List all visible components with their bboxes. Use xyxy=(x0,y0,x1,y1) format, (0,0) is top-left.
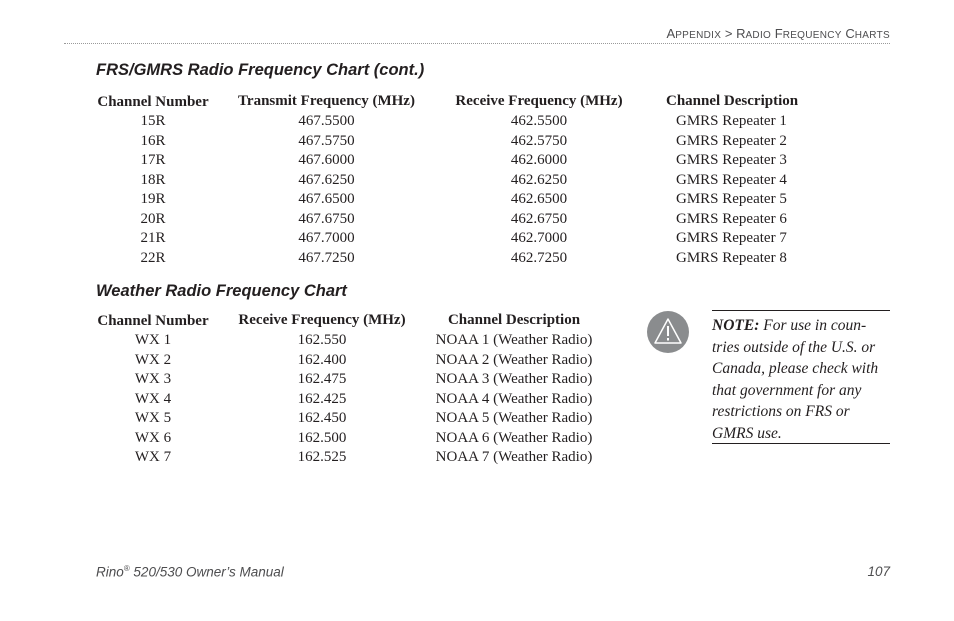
table-cell: GMRS Repeater 4 xyxy=(676,171,787,188)
table-cell: WX 6 xyxy=(134,429,172,446)
table-row xyxy=(92,390,598,410)
note-label: NOTE: xyxy=(712,317,760,334)
header-chapter-rest-1: ADIO xyxy=(745,30,772,41)
table-row xyxy=(92,132,874,152)
table-cell: GMRS Repeater 3 xyxy=(676,152,787,168)
frs-frequency-table xyxy=(92,91,874,268)
table-row xyxy=(92,448,598,468)
table-cell: 22R xyxy=(140,249,166,266)
table-cell: 462.6750 xyxy=(510,210,568,227)
table-cell: 162.450 xyxy=(297,410,347,426)
header-chapter-rest-2: REQUENCY xyxy=(782,30,842,41)
table-cell: 467.7000 xyxy=(298,230,355,246)
note-callout xyxy=(712,310,890,444)
table-cell: 162.550 xyxy=(297,332,347,348)
table-cell: 467.6000 xyxy=(298,152,355,168)
table-cell: 462.6500 xyxy=(510,191,568,207)
table-cell: 462.7000 xyxy=(510,230,568,246)
footer-manual-title xyxy=(96,564,284,580)
column-header: Channel Description xyxy=(666,93,799,109)
table-cell: NOAA 5 (Weather Radio) xyxy=(435,410,593,426)
table-cell: 467.6500 xyxy=(298,191,355,207)
column-header: Channel Number xyxy=(97,313,209,329)
table-cell: WX 5 xyxy=(134,410,172,426)
footer-registered-mark: ® xyxy=(123,564,130,573)
header-section-initial: A xyxy=(666,26,676,41)
table-cell: WX 2 xyxy=(134,351,172,368)
note-body: For use in coun- tries outside of the U.S. or Canada, please check with that government for any restrictions on FRS or GMRS use. xyxy=(712,317,879,442)
frs-table-body xyxy=(92,112,874,268)
weather-frequency-table xyxy=(92,310,598,468)
table-cell: NOAA 3 (Weather Radio) xyxy=(435,371,593,387)
table-cell: 18R xyxy=(140,171,166,188)
page-number: 107 xyxy=(867,564,890,579)
table-row xyxy=(92,171,874,191)
table-cell: 20R xyxy=(140,210,166,227)
header-chapter-initial-1: R xyxy=(736,26,746,41)
table-row xyxy=(92,409,598,429)
table-cell: WX 4 xyxy=(134,390,172,407)
note-text xyxy=(712,315,890,444)
table-cell: 162.475 xyxy=(297,371,347,387)
table-row xyxy=(92,249,874,269)
table-cell: 15R xyxy=(140,113,166,129)
table-cell: 162.425 xyxy=(297,390,347,407)
table-row xyxy=(92,351,598,371)
table-cell: NOAA 1 (Weather Radio) xyxy=(435,332,593,348)
column-header: Channel Description xyxy=(447,312,581,328)
column-header: Transmit Frequency (MHz) xyxy=(238,93,415,109)
table-row xyxy=(92,190,874,210)
warning-triangle-icon xyxy=(647,311,689,353)
table-cell: GMRS Repeater 8 xyxy=(676,249,787,266)
table-cell: GMRS Repeater 5 xyxy=(676,191,787,207)
table-cell: 462.7250 xyxy=(510,249,568,266)
table-cell: 19R xyxy=(140,191,166,207)
table-cell: WX 3 xyxy=(134,371,172,387)
table-cell: 462.6250 xyxy=(510,171,568,188)
table-cell: 162.500 xyxy=(297,429,347,446)
table-row xyxy=(92,370,598,390)
running-header xyxy=(0,26,890,41)
table-cell: 467.6750 xyxy=(298,210,355,227)
frs-section-title: FRS/GMRS Radio Frequency Chart (cont.) xyxy=(96,61,425,79)
table-header-row xyxy=(92,310,598,331)
table-cell: NOAA 2 (Weather Radio) xyxy=(435,351,593,368)
table-cell: 462.6000 xyxy=(510,152,568,168)
warning-exclamation-icon xyxy=(647,311,689,353)
table-header-row xyxy=(92,91,874,112)
weather-section-title: Weather Radio Frequency Chart xyxy=(96,282,347,300)
header-section-rest: PPENDIX xyxy=(675,30,722,41)
table-cell: 21R xyxy=(140,230,166,246)
footer-product: Rino xyxy=(96,564,124,580)
table-cell: NOAA 7 (Weather Radio) xyxy=(435,449,593,465)
column-header: Receive Frequency (MHz) xyxy=(455,93,623,109)
table-cell: 162.525 xyxy=(297,449,347,465)
column-header: Receive Frequency (MHz) xyxy=(238,312,406,328)
header-chapter-rest-3: HARTS xyxy=(854,30,890,41)
table-cell: 462.5750 xyxy=(510,132,568,149)
table-cell: 17R xyxy=(140,152,166,168)
table-cell: 467.5500 xyxy=(298,113,355,129)
table-row xyxy=(92,331,598,351)
table-cell: 467.5750 xyxy=(298,132,355,149)
column-header: Channel Number xyxy=(97,94,209,110)
table-cell: 467.6250 xyxy=(298,171,355,188)
table-cell: 467.7250 xyxy=(298,249,355,266)
table-cell: GMRS Repeater 1 xyxy=(676,113,787,129)
table-row xyxy=(92,112,874,132)
table-cell: NOAA 6 (Weather Radio) xyxy=(435,429,593,446)
footer-manual: 520/530 Owner’s Manual xyxy=(129,564,284,580)
header-separator: > xyxy=(724,26,733,41)
table-cell: WX 7 xyxy=(134,449,172,465)
table-cell: 462.5500 xyxy=(510,113,568,129)
table-row xyxy=(92,210,874,230)
table-cell: NOAA 4 (Weather Radio) xyxy=(435,390,593,407)
weather-table-body xyxy=(92,331,598,468)
table-row xyxy=(92,229,874,249)
header-chapter-initial-2: F xyxy=(774,26,783,41)
table-cell: WX 1 xyxy=(134,332,172,348)
table-cell: 16R xyxy=(140,132,166,149)
header-chapter-initial-3: C xyxy=(845,26,855,41)
table-row xyxy=(92,429,598,449)
table-cell: 162.400 xyxy=(297,351,347,368)
header-divider xyxy=(64,43,890,44)
table-cell: GMRS Repeater 7 xyxy=(676,230,787,246)
table-row xyxy=(92,151,874,171)
table-cell: GMRS Repeater 6 xyxy=(676,210,787,227)
table-cell: GMRS Repeater 2 xyxy=(676,132,787,149)
